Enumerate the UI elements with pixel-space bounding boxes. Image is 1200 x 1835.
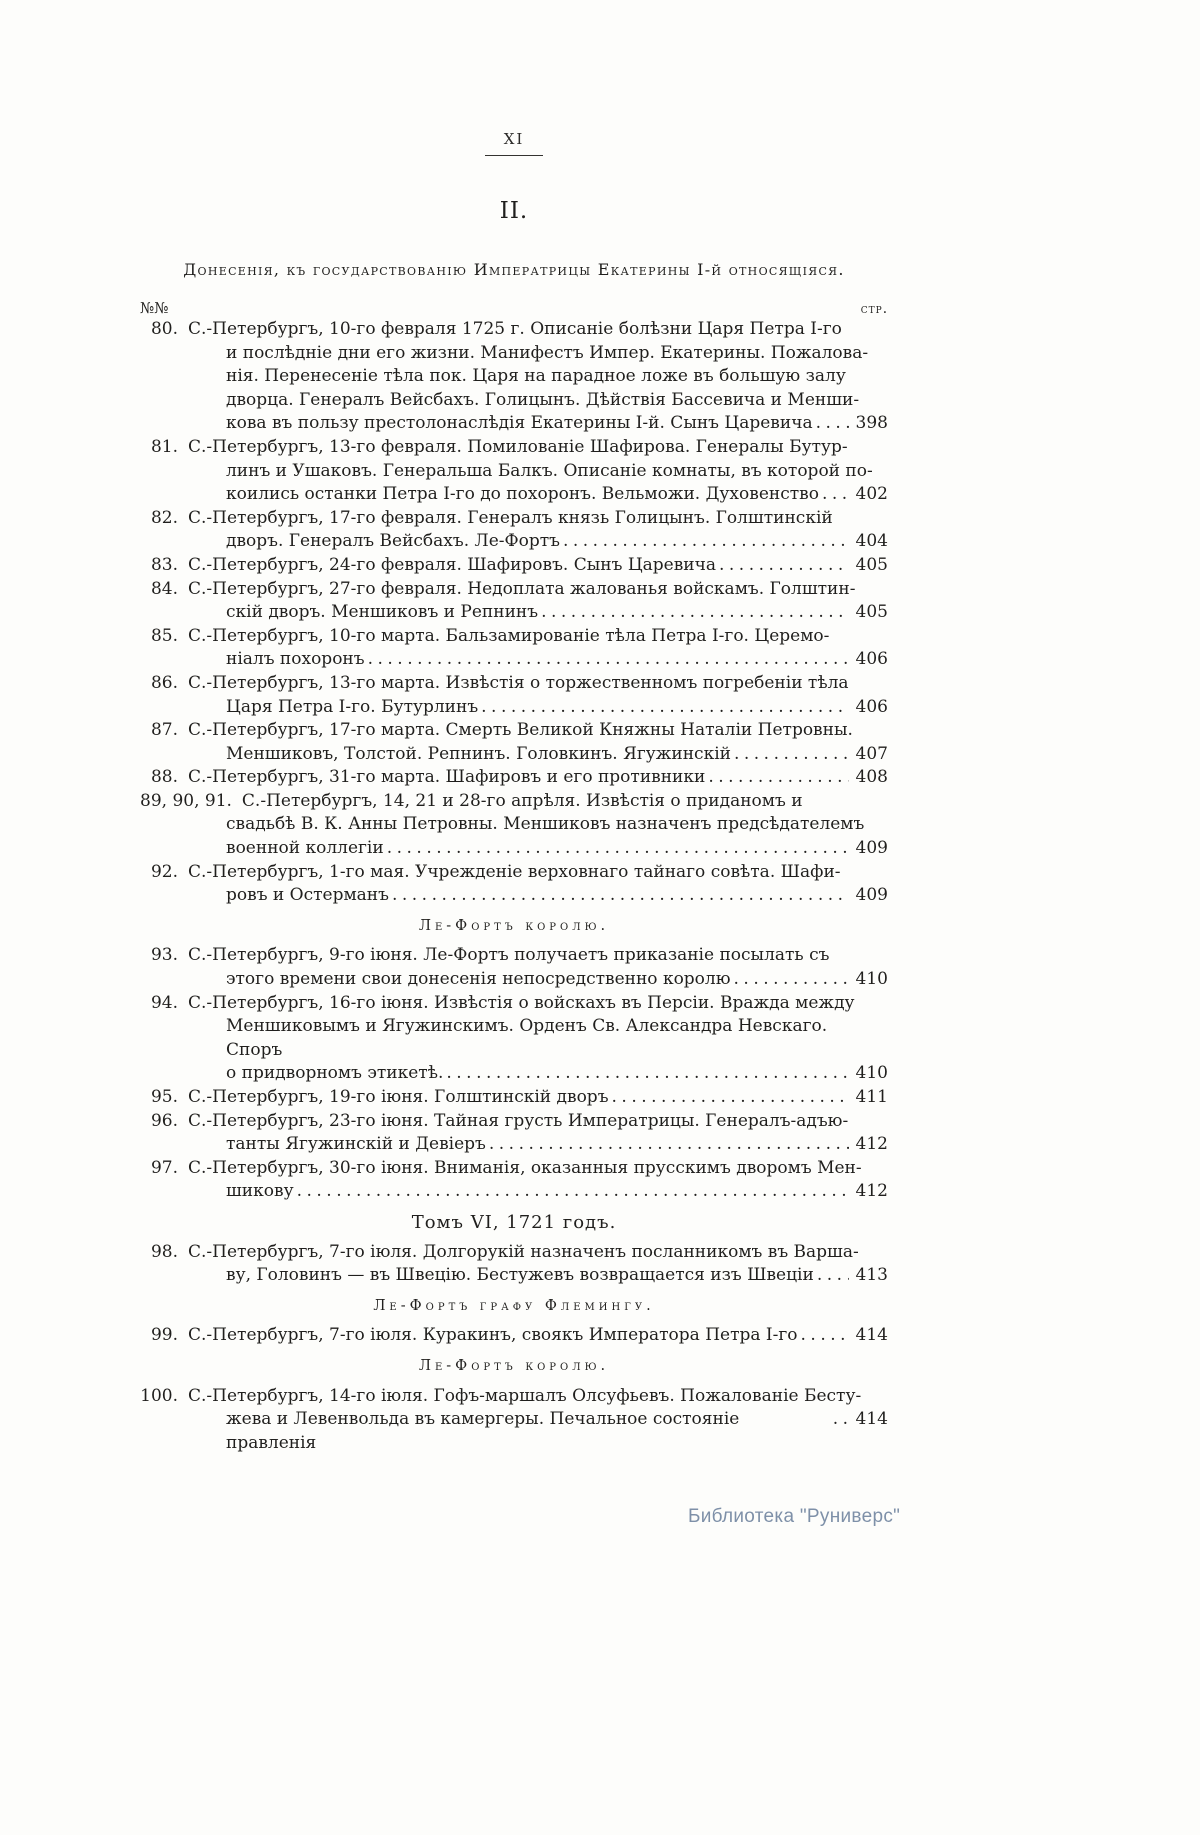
- toc-line: [140, 1241, 888, 1265]
- dot-leader: [489, 1133, 849, 1157]
- entry-text-line: С.-Петербургъ, 14, 21 и 28-го апрѣля. Извѣстія о приданомъ и: [241, 790, 803, 811]
- entry-number: 88.: [150, 767, 178, 788]
- entry-text-line: С.-Петербургъ, 17-го февраля. Генералъ князь Голицынъ. Голштинскій: [188, 507, 833, 528]
- dot-leader: [719, 554, 849, 578]
- entry-text-line: свадьбѣ В. К. Анны Петровны. Меншиковъ назначенъ предсѣдателемъ: [226, 814, 865, 835]
- entry-number: 84.: [150, 578, 178, 599]
- toc-line: [140, 719, 888, 743]
- entry-number: 100.: [140, 1385, 178, 1406]
- entry-number: 96.: [150, 1110, 178, 1131]
- toc-line: [140, 530, 888, 554]
- toc-subheading: Томъ VI, 1721 годъ.: [411, 1211, 617, 1233]
- page-column-header: стр.: [860, 301, 888, 317]
- entry-page-number: 411: [855, 1087, 888, 1107]
- toc-line: [140, 365, 888, 389]
- entry-text-line: нія. Перенесеніе тѣла пок. Царя на парадное ложе въ большую залу: [226, 366, 846, 387]
- entry-text-line: Меншиковъ, Толстой. Репнинъ. Головкинъ. Ягужинскій: [226, 743, 731, 764]
- entry-text-line: дворъ. Генералъ Вейсбахъ. Ле-Фортъ: [226, 531, 560, 552]
- entry-number: 98.: [150, 1241, 178, 1262]
- entry-text-line: С.-Петербургъ, 19-го іюня. Голштинскій дворъ: [188, 1087, 609, 1107]
- entry-text-line: С.-Петербургъ, 14-го іюля. Гофъ-маршалъ Олсуфьевъ. Пожалованіе Бесту-: [188, 1385, 862, 1406]
- entry-text-line: дворца. Генералъ Вейсбахъ. Голицынъ. Дѣйствія Бассевича и Менши-: [226, 389, 860, 410]
- entry-number: 97.: [150, 1157, 178, 1178]
- columns-header-row: [140, 299, 888, 317]
- toc-entry: [140, 944, 888, 991]
- toc-line: [140, 696, 888, 720]
- toc-line: [140, 648, 888, 672]
- entry-text-line: ровъ и Остерманъ: [226, 885, 389, 906]
- toc-line: [140, 992, 888, 1016]
- entry-number: 80.: [150, 319, 178, 339]
- toc-entry: [140, 1324, 888, 1348]
- toc-line: [140, 813, 888, 837]
- entry-text-line: этого времени свои донесенія непосредственно королю: [226, 969, 731, 990]
- entry-page-number: 408: [855, 767, 888, 788]
- toc-line: [140, 1133, 888, 1157]
- toc-line: [140, 884, 888, 908]
- dot-leader: [708, 766, 848, 790]
- toc-entry: [140, 790, 888, 861]
- toc-line: [140, 1408, 888, 1455]
- entry-page-number: 406: [855, 649, 888, 670]
- entry-page-number: 407: [855, 743, 888, 764]
- entry-text-line: С.-Петербургъ, 31-го марта. Шафировъ и его противники: [188, 767, 706, 788]
- entry-text-line: С.-Петербургъ, 10-го марта. Бальзамированіе тѣла Петра I-го. Церемо-: [188, 625, 830, 646]
- entry-page-number: 412: [855, 1181, 888, 1202]
- entry-page-number: 402: [855, 484, 888, 505]
- dot-leader: [392, 884, 849, 908]
- entry-text-line: С.-Петербургъ, 1-го мая. Учрежденіе верховнаго тайнаго совѣта. Шафи-: [188, 861, 841, 882]
- toc-entry: [140, 672, 888, 719]
- dot-leader: [801, 1324, 849, 1348]
- toc-line: [140, 1110, 888, 1134]
- entry-text-line: С.-Петербургъ, 10-го февраля 1725 г. Описаніе болѣзни Царя Петра I-го: [188, 319, 842, 339]
- dot-leader: [541, 601, 848, 625]
- toc-line: [140, 944, 888, 968]
- entry-text-line: С.-Петербургъ, 9-го іюня. Ле-Фортъ получаетъ приказаніе посылать съ: [188, 945, 830, 966]
- toc-line: [140, 625, 888, 649]
- entry-text-line: С.-Петербургъ, 13-го февраля. Помилованіе Шафирова. Генералы Бутур-: [188, 436, 848, 457]
- toc-line: [140, 483, 888, 507]
- toc-line: [140, 1062, 888, 1086]
- toc-entry: [140, 861, 888, 908]
- entry-text-line: скій дворъ. Меншиковъ и Репнинъ: [226, 602, 539, 623]
- dot-leader: [734, 968, 849, 992]
- toc-line: [140, 318, 888, 342]
- entry-text-line: С.-Петербургъ, 23-го іюня. Тайная грусть Императрицы. Генералъ-адъю-: [188, 1110, 849, 1131]
- entry-text-line: ву, Головинъ — въ Швецію. Бестужевъ возвращается изъ Швеціи: [226, 1265, 814, 1286]
- numbers-column-header: №№: [140, 299, 169, 317]
- toc-entry: [140, 992, 888, 1086]
- page-folio: XI: [503, 130, 525, 148]
- entry-text-line: С.-Петербургъ, 16-го іюня. Извѣстія о войскахъ въ Персіи. Вражда между: [188, 992, 855, 1013]
- toc-entry: [140, 578, 888, 625]
- toc-line: [140, 460, 888, 484]
- toc-entry: [140, 1385, 888, 1456]
- toc-line: [140, 554, 888, 578]
- section-title: Донесенія, къ государствованію Императрицы Екатерины I-й относящіяся.: [183, 260, 845, 279]
- entry-text-line: С.-Петербургъ, 7-го іюля. Долгорукій назначенъ посланникомъ въ Варша-: [188, 1241, 859, 1262]
- dot-leader: [446, 1062, 848, 1086]
- entry-text-line: коились останки Петра I-го до похоронъ. Вельможи. Духовенство: [226, 484, 819, 505]
- entry-text-line: С.-Петербургъ, 24-го февраля. Шафировъ. Сынъ Царевича: [188, 554, 716, 575]
- entry-number: 93.: [150, 945, 178, 966]
- entry-page-number: 410: [855, 969, 888, 990]
- entry-page-number: 414: [855, 1409, 888, 1430]
- toc-line: [140, 1015, 888, 1062]
- toc-line: [140, 436, 888, 460]
- entry-number: 86.: [150, 672, 178, 693]
- entry-text-line: жева и Левенвольда въ камергеры. Печальное состояніе правленія: [226, 1409, 740, 1453]
- entry-page-number: 414: [855, 1325, 888, 1346]
- entry-number: 81.: [150, 436, 178, 457]
- toc-line: [140, 342, 888, 366]
- toc-entry: [140, 719, 888, 766]
- entry-text-line: и послѣдніе дни его жизни. Манифестъ Импер. Екатерины. Пожалова-: [226, 342, 869, 363]
- entry-number: 87.: [150, 720, 178, 741]
- toc-line: [140, 1264, 888, 1288]
- toc-line: [140, 837, 888, 861]
- toc-line: [140, 743, 888, 767]
- toc-line: [140, 412, 888, 436]
- toc-entry: [140, 625, 888, 672]
- toc-line: [140, 766, 888, 790]
- entry-page-number: 413: [855, 1265, 888, 1286]
- toc-line: [140, 1157, 888, 1181]
- toc-entry: [140, 1157, 888, 1204]
- entry-text-line: о придворномъ этикетѣ.: [226, 1063, 444, 1084]
- dot-leader: [563, 530, 849, 554]
- toc-line: [140, 507, 888, 531]
- dot-leader: [833, 1408, 849, 1432]
- entry-text-line: С.-Петербургъ, 17-го марта. Смерть Великой Княжны Наталіи Петровны.: [188, 720, 853, 741]
- toc-subheading: Ле-Фортъ графу Флемингу.: [373, 1297, 655, 1314]
- dot-leader: [822, 483, 849, 507]
- entry-page-number: 412: [855, 1134, 888, 1155]
- entry-number: 94.: [150, 992, 178, 1013]
- entry-page-number: 405: [855, 554, 888, 575]
- entry-page-number: 404: [855, 531, 888, 552]
- entry-number: 95.: [150, 1087, 178, 1107]
- entry-page-number: 409: [855, 885, 888, 906]
- entry-page-number: 398: [855, 413, 888, 434]
- toc-line: [140, 389, 888, 413]
- toc-entry: [140, 318, 888, 436]
- dot-leader: [297, 1180, 849, 1204]
- toc-list: [140, 318, 888, 1455]
- dot-leader: [612, 1086, 849, 1110]
- toc-line: [140, 601, 888, 625]
- entry-text-line: Меншиковымъ и Ягужинскимъ. Орденъ Св. Александра Невскаго. Споръ: [226, 1016, 828, 1060]
- entry-text-line: Царя Петра I-го. Бутурлинъ: [226, 696, 479, 717]
- entry-text-line: кова въ пользу престолонаслѣдія Екатерины I-й. Сынъ Царевича: [226, 413, 813, 434]
- toc-line: [140, 790, 888, 814]
- toc-line: [140, 1385, 888, 1409]
- entry-number: 92.: [150, 861, 178, 882]
- entry-page-number: 410: [855, 1063, 888, 1084]
- entry-text-line: С.-Петербургъ, 7-го іюля. Куракинъ, своякъ Императора Петра I-го: [188, 1325, 798, 1346]
- toc-entry: [140, 1241, 888, 1288]
- toc-line: [140, 1324, 888, 1348]
- entry-text-line: танты Ягужинскій и Девіеръ: [226, 1134, 486, 1155]
- entry-page-number: 406: [855, 696, 888, 717]
- entry-page-number: 405: [855, 602, 888, 623]
- toc-line: [140, 1086, 888, 1110]
- toc-line: [140, 968, 888, 992]
- entry-number: 85.: [150, 625, 178, 646]
- entry-text-line: ніалъ похоронъ: [226, 649, 365, 670]
- entry-text-line: С.-Петербургъ, 30-го іюня. Вниманія, оказанныя прусскимъ дворомъ Мен-: [188, 1157, 862, 1178]
- section-number: II.: [499, 198, 529, 224]
- entry-text-line: военной коллегіи: [226, 838, 384, 859]
- dot-leader: [734, 743, 849, 767]
- entry-text-line: шикову: [226, 1181, 294, 1202]
- dot-leader: [481, 696, 848, 720]
- toc-entry: [140, 554, 888, 578]
- toc-line: [140, 578, 888, 602]
- toc-line: [140, 1180, 888, 1204]
- dot-leader: [816, 412, 849, 436]
- page-content: [140, 130, 888, 1455]
- entry-page-number: 409: [855, 838, 888, 859]
- toc-line: [140, 672, 888, 696]
- entry-number: 83.: [150, 554, 178, 575]
- toc-subheading: Ле-Фортъ королю.: [418, 917, 610, 934]
- entry-number: 99.: [150, 1325, 178, 1346]
- dot-leader: [368, 648, 849, 672]
- entry-number: 82.: [150, 507, 178, 528]
- toc-entry: [140, 1086, 888, 1110]
- folio-rule: [485, 155, 543, 156]
- toc-subheading: Ле-Фортъ королю.: [418, 1357, 610, 1374]
- toc-entry: [140, 1110, 888, 1157]
- toc-entry: [140, 766, 888, 790]
- entry-text-line: С.-Петербургъ, 27-го февраля. Недоплата жалованья войскамъ. Голштин-: [188, 578, 856, 599]
- library-watermark: Библиотека "Руниверс": [688, 1506, 901, 1527]
- toc-entry: [140, 507, 888, 554]
- toc-entry: [140, 436, 888, 507]
- toc-line: [140, 861, 888, 885]
- dot-leader: [817, 1264, 849, 1288]
- dot-leader: [387, 837, 849, 861]
- entry-number: 89, 90, 91.: [140, 790, 232, 811]
- entry-text-line: линъ и Ушаковъ. Генеральша Балкъ. Описаніе комнаты, въ которой по-: [226, 460, 873, 481]
- entry-text-line: С.-Петербургъ, 13-го марта. Извѣстія о торжественномъ погребеніи тѣла: [188, 672, 849, 693]
